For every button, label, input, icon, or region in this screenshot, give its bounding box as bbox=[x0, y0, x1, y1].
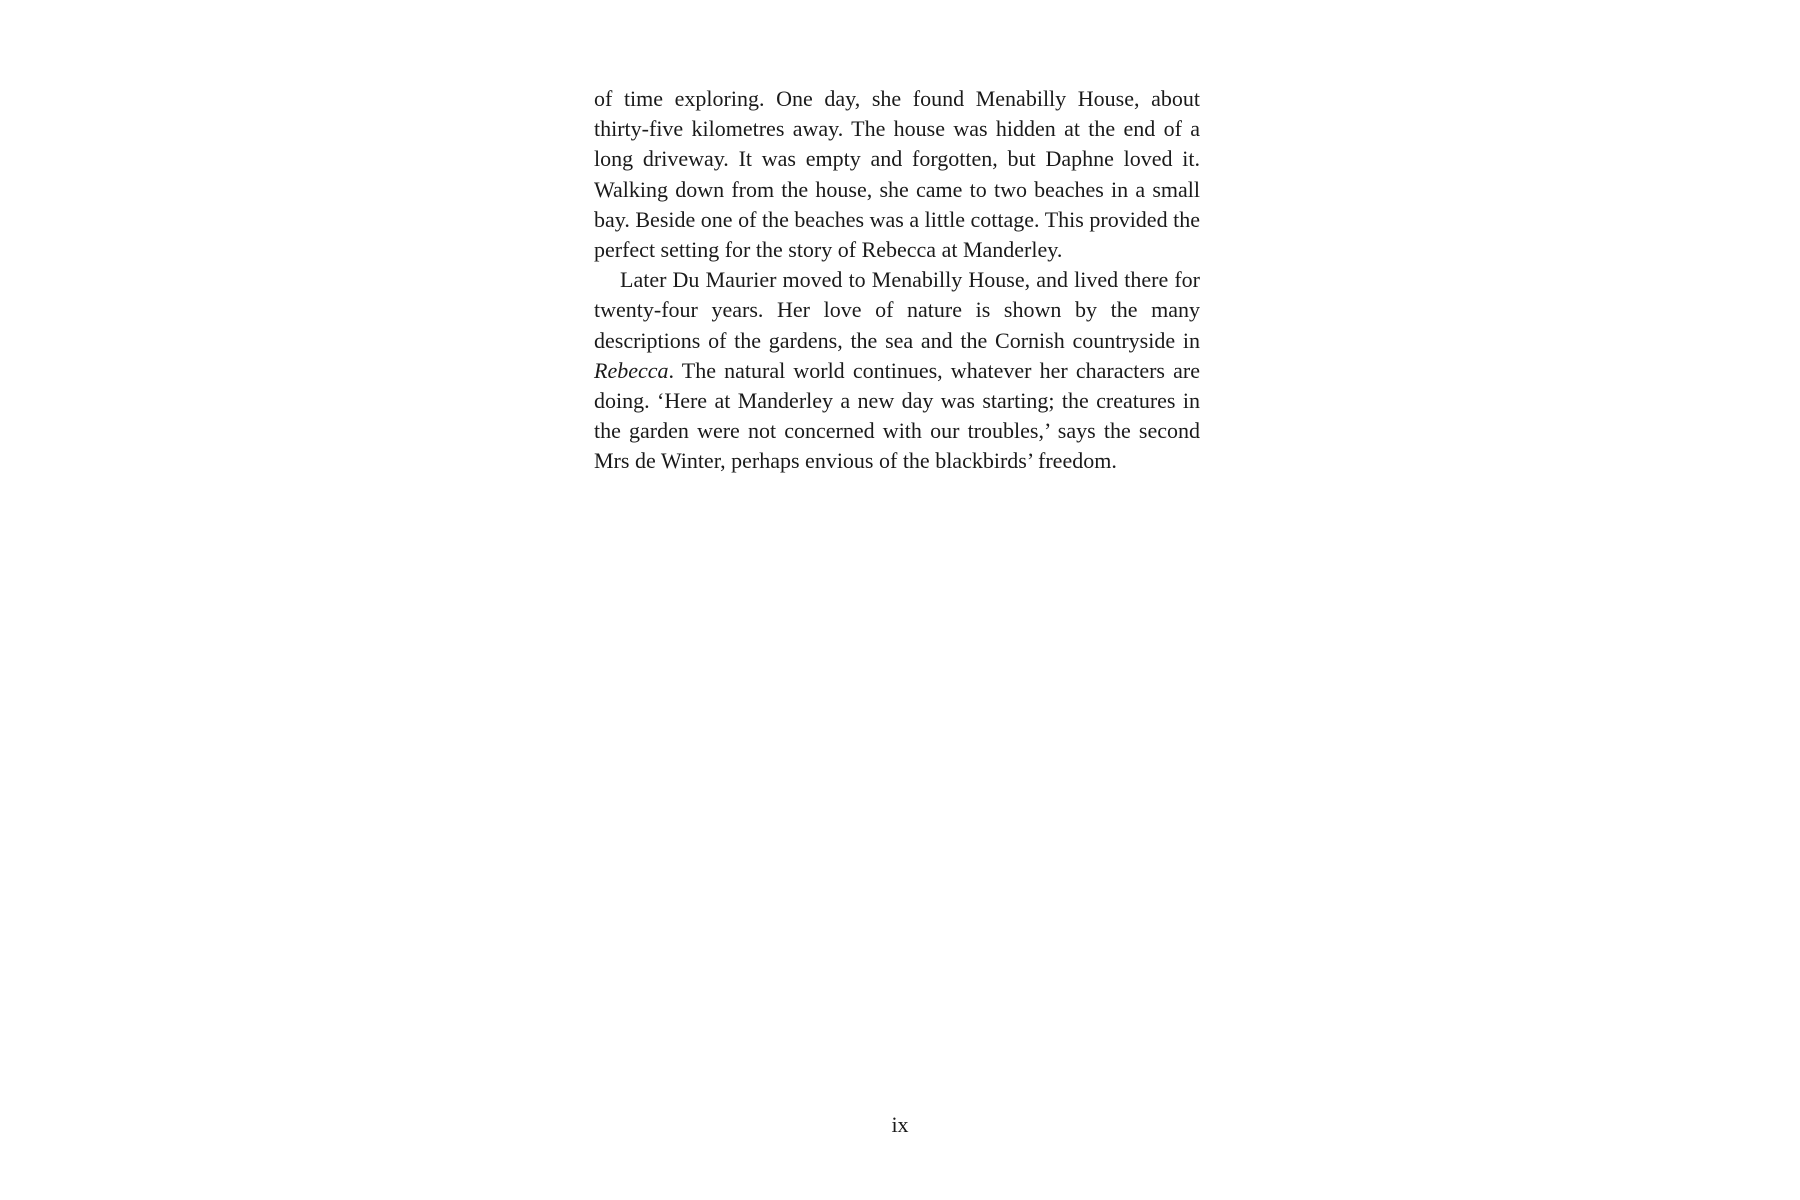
paragraph-text: . The natural world continues, whatever her characters are doing. ‘Here at Manderley a new day was starting; the creatures in the garden were not concerned with our troubles,’ says the second Mrs de Winter, perhaps envious of the blackbirds’ freedom. bbox=[594, 357, 1200, 474]
page-body bbox=[594, 84, 1200, 477]
paragraph-text: Later Du Maurier moved to Menabilly House, and lived there for twenty-four years. Her love of nature is shown by the many descriptions of the gardens, the sea and the Cornish countryside in bbox=[594, 267, 1200, 353]
paragraph: of time exploring. One day, she found Menabilly House, about thirty-five kilometres away. The house was hidden at the end of a long driveway. It was empty and forgotten, but Daphne loved it. Walking down from the house, she came to two beaches in a small bay. Beside one of the beaches was a little cottage. This provided the perfect setting for the story of Rebecca at Manderley. bbox=[594, 86, 1200, 263]
book-title: Rebecca bbox=[594, 357, 669, 383]
page-number: ix bbox=[891, 1112, 909, 1137]
paragraph bbox=[594, 265, 1200, 476]
